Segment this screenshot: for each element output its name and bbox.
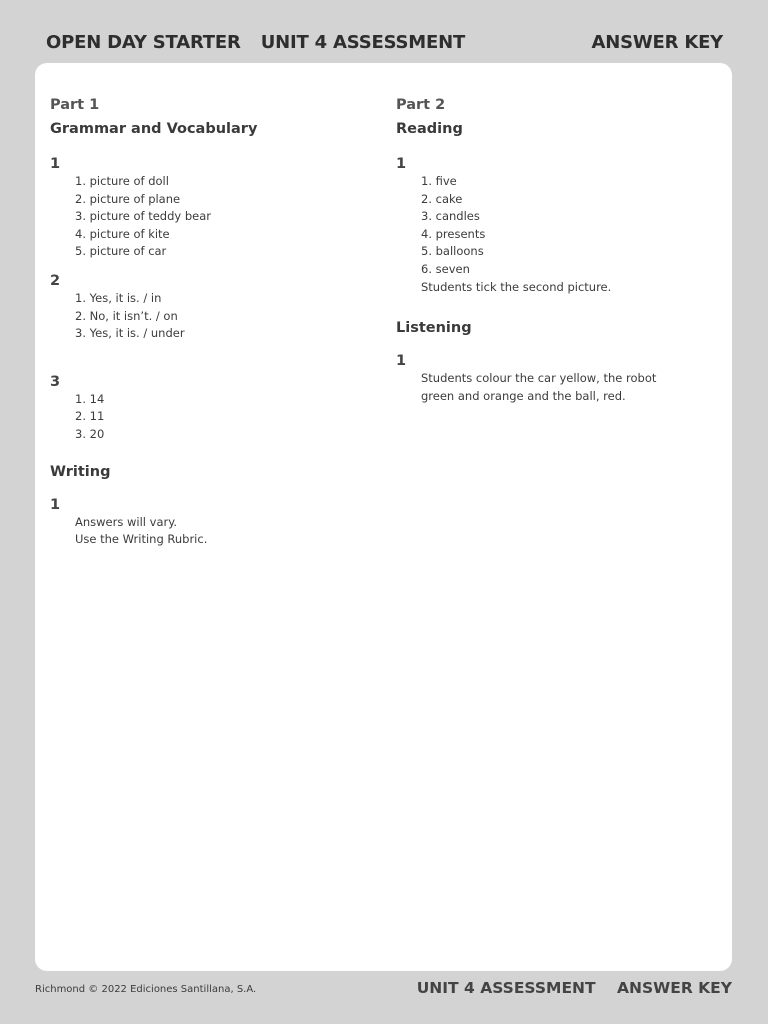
list-item: 1. picture of doll xyxy=(75,174,169,188)
right-column xyxy=(396,93,716,405)
unit-title: UNIT 4 ASSESSMENT xyxy=(260,32,466,53)
list-item: 3. Yes, it is. / under xyxy=(75,326,185,341)
copyright-notice: Richmond © 2022 Ediciones Santillana, S.A. xyxy=(35,984,257,995)
answer-list xyxy=(50,290,380,343)
list-item: 3. candles xyxy=(421,209,480,224)
page-header-title xyxy=(46,32,465,53)
part-1-label: Part 1 xyxy=(50,97,100,113)
list-item: 1. 14 xyxy=(75,391,105,406)
list-item: 1. Yes, it is. / in xyxy=(75,290,162,305)
answer-key-card xyxy=(35,63,732,971)
list-item: 3. 20 xyxy=(75,426,105,441)
list-item: 6. seven xyxy=(421,261,470,276)
list-item: 4. presents xyxy=(421,226,486,241)
exercise-number: 2 xyxy=(50,272,61,289)
list-item: Students colour the car yellow, the robot xyxy=(421,371,657,386)
list-item: 2. 11 xyxy=(75,409,105,424)
exercise-number: 1 xyxy=(50,496,61,513)
answer-list xyxy=(50,514,380,549)
book-title: OPEN DAY STARTER xyxy=(46,32,241,53)
list-item: Students tick the second picture. xyxy=(421,279,612,294)
list-item: Answers will vary. xyxy=(75,514,178,529)
list-item: 1. five xyxy=(421,174,457,188)
exercise-number: 1 xyxy=(396,353,407,370)
answer-key-heading: ANSWER KEY xyxy=(591,32,723,53)
list-item: 4. picture of kite xyxy=(75,226,170,241)
footer-label xyxy=(417,979,732,997)
list-item: 2. No, it isn’t. / on xyxy=(75,308,178,323)
grammar-vocabulary-title: Grammar and Vocabulary xyxy=(50,121,258,137)
list-item: 5. picture of car xyxy=(75,244,167,259)
list-item: green and orange and the ball, red. xyxy=(421,388,626,403)
footer-answer-key: ANSWER KEY xyxy=(617,979,732,997)
answer-list xyxy=(396,173,716,296)
left-column xyxy=(50,93,380,549)
list-item: 5. balloons xyxy=(421,244,484,259)
part-2-label: Part 2 xyxy=(396,97,446,113)
list-item: Use the Writing Rubric. xyxy=(75,532,208,547)
answer-list xyxy=(50,173,380,261)
listening-title: Listening xyxy=(396,320,472,337)
answer-list xyxy=(50,391,380,444)
footer-unit: UNIT 4 ASSESSMENT xyxy=(416,979,596,997)
writing-title: Writing xyxy=(50,463,111,480)
list-item: 2. cake xyxy=(421,191,463,206)
reading-title: Reading xyxy=(396,121,463,137)
exercise-number: 1 xyxy=(396,156,407,172)
answer-list xyxy=(396,370,716,405)
exercise-number: 1 xyxy=(50,156,61,172)
exercise-number: 3 xyxy=(50,373,61,390)
list-item: 2. picture of plane xyxy=(75,191,181,206)
list-item: 3. picture of teddy bear xyxy=(75,209,211,224)
